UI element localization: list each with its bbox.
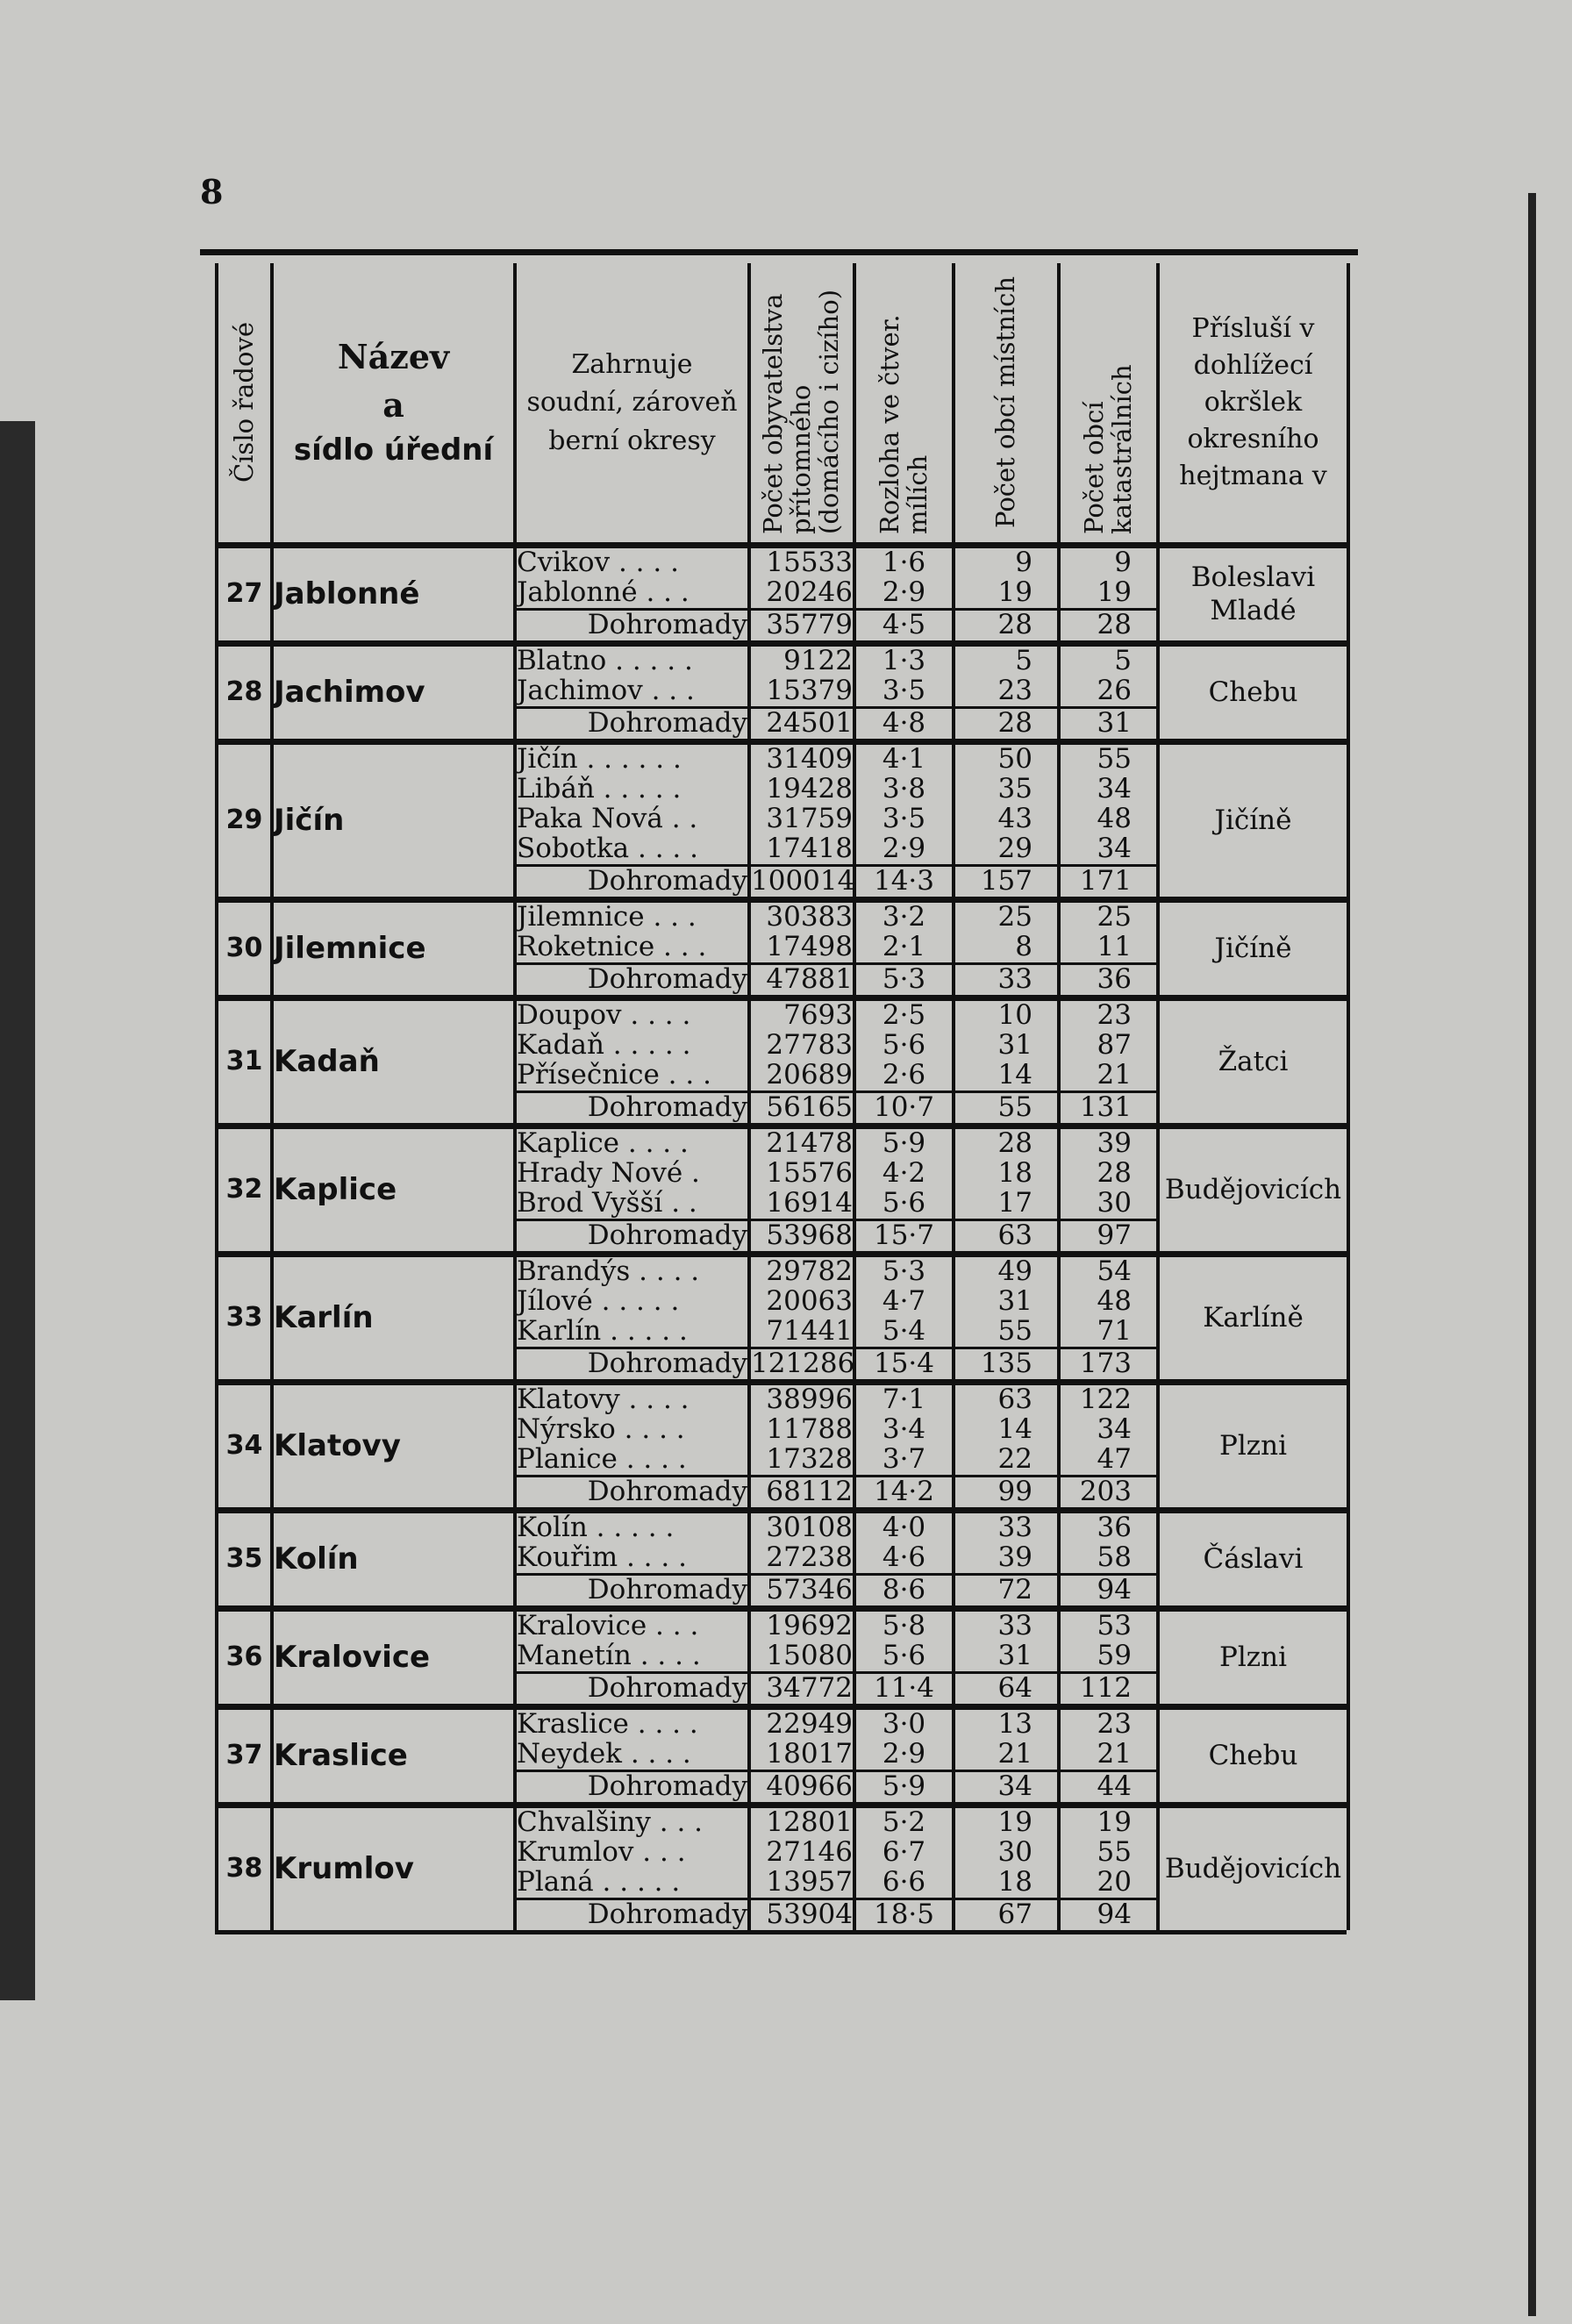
header-name bbox=[272, 263, 515, 546]
area: 4·7 bbox=[854, 1287, 954, 1317]
communes-cadastral: 48 bbox=[1059, 804, 1158, 834]
total-communes-local: 34 bbox=[954, 1771, 1059, 1806]
district-group bbox=[217, 742, 1348, 900]
header-name-line1: Název bbox=[337, 337, 450, 377]
population: 12801 bbox=[749, 1806, 854, 1839]
population: 20689 bbox=[749, 1061, 854, 1092]
table-row bbox=[217, 1511, 1348, 1544]
header-population: Počet obyvatelstva přítomného (domácího i cizího) bbox=[749, 263, 854, 546]
row-number: 33 bbox=[217, 1255, 272, 1383]
communes-local: 49 bbox=[954, 1255, 1059, 1288]
total-area: 4·8 bbox=[854, 708, 954, 742]
office-seat: Kadaň bbox=[272, 998, 515, 1126]
total-label: Dohromady bbox=[515, 1673, 749, 1707]
total-communes-local: 63 bbox=[954, 1220, 1059, 1255]
row-number: 31 bbox=[217, 998, 272, 1126]
court-district: Doupov . . . . bbox=[515, 998, 749, 1032]
communes-local: 22 bbox=[954, 1445, 1059, 1477]
total-communes-local: 99 bbox=[954, 1477, 1059, 1511]
population: 19428 bbox=[749, 775, 854, 804]
total-label: Dohromady bbox=[515, 1220, 749, 1255]
communes-local: 63 bbox=[954, 1383, 1059, 1416]
table-row bbox=[217, 742, 1348, 776]
area: 2·5 bbox=[854, 998, 954, 1032]
district-group bbox=[217, 1383, 1348, 1511]
row-number: 35 bbox=[217, 1511, 272, 1609]
court-district: Brod Vyšší . . bbox=[515, 1189, 749, 1220]
court-district: Karlín . . . . . bbox=[515, 1317, 749, 1348]
court-district: Sobotka . . . . bbox=[515, 834, 749, 866]
communes-cadastral: 19 bbox=[1059, 1806, 1158, 1839]
communes-local: 5 bbox=[954, 644, 1059, 677]
table-row bbox=[217, 1707, 1348, 1741]
communes-local: 33 bbox=[954, 1511, 1059, 1544]
area: 7·1 bbox=[854, 1383, 954, 1416]
total-label: Dohromady bbox=[515, 1771, 749, 1806]
communes-cadastral: 30 bbox=[1059, 1189, 1158, 1220]
area: 5·6 bbox=[854, 1031, 954, 1061]
row-number: 28 bbox=[217, 644, 272, 742]
total-area: 11·4 bbox=[854, 1673, 954, 1707]
supervising-district: Boleslavi Mladé bbox=[1158, 546, 1348, 644]
population: 7693 bbox=[749, 998, 854, 1032]
district-group bbox=[217, 1806, 1348, 1931]
population: 18017 bbox=[749, 1740, 854, 1771]
population: 31409 bbox=[749, 742, 854, 776]
communes-local: 13 bbox=[954, 1707, 1059, 1741]
supervising-district: Chebu bbox=[1158, 644, 1348, 742]
population: 15533 bbox=[749, 546, 854, 579]
communes-local: 23 bbox=[954, 676, 1059, 708]
total-area: 5·3 bbox=[854, 964, 954, 998]
court-district: Brandýs . . . . bbox=[515, 1255, 749, 1288]
total-communes-cadastral: 36 bbox=[1059, 964, 1158, 998]
header-name-line3: sídlo úřední bbox=[293, 433, 494, 468]
table-row bbox=[217, 1383, 1348, 1416]
header-communes-cadastral: Počet obcí katastrálních bbox=[1059, 263, 1158, 546]
total-label: Dohromady bbox=[515, 708, 749, 742]
population: 15379 bbox=[749, 676, 854, 708]
communes-cadastral: 71 bbox=[1059, 1317, 1158, 1348]
table-row bbox=[217, 546, 1348, 579]
area: 3·7 bbox=[854, 1445, 954, 1477]
court-district: Přísečnice . . . bbox=[515, 1061, 749, 1092]
court-district: Jičín . . . . . . bbox=[515, 742, 749, 776]
area: 4·6 bbox=[854, 1543, 954, 1575]
total-communes-cadastral: 131 bbox=[1059, 1092, 1158, 1126]
communes-cadastral: 47 bbox=[1059, 1445, 1158, 1477]
court-district: Jilemnice . . . bbox=[515, 900, 749, 933]
row-number: 34 bbox=[217, 1383, 272, 1511]
communes-cadastral: 54 bbox=[1059, 1255, 1158, 1288]
total-population: 68112 bbox=[749, 1477, 854, 1511]
row-number: 38 bbox=[217, 1806, 272, 1931]
area: 2·1 bbox=[854, 933, 954, 964]
header-communes-local: Počet obcí místních bbox=[954, 263, 1059, 546]
population: 9122 bbox=[749, 644, 854, 677]
district-group bbox=[217, 998, 1348, 1126]
office-seat: Kralovice bbox=[272, 1609, 515, 1707]
court-district: Hrady Nové . bbox=[515, 1159, 749, 1189]
area: 1·6 bbox=[854, 546, 954, 579]
population: 13957 bbox=[749, 1868, 854, 1899]
area: 3·5 bbox=[854, 676, 954, 708]
communes-local: 14 bbox=[954, 1061, 1059, 1092]
district-group bbox=[217, 546, 1348, 644]
total-population: 35779 bbox=[749, 610, 854, 644]
office-seat: Kolín bbox=[272, 1511, 515, 1609]
row-number: 29 bbox=[217, 742, 272, 900]
population: 16914 bbox=[749, 1189, 854, 1220]
district-group bbox=[217, 644, 1348, 742]
table-row bbox=[217, 1126, 1348, 1160]
communes-local: 55 bbox=[954, 1317, 1059, 1348]
total-communes-cadastral: 173 bbox=[1059, 1348, 1158, 1383]
communes-local: 30 bbox=[954, 1838, 1059, 1868]
total-communes-local: 28 bbox=[954, 708, 1059, 742]
supervising-district: Jičíně bbox=[1158, 900, 1348, 998]
office-seat: Jablonné bbox=[272, 546, 515, 644]
communes-local: 19 bbox=[954, 1806, 1059, 1839]
communes-local: 25 bbox=[954, 900, 1059, 933]
communes-local: 10 bbox=[954, 998, 1059, 1032]
page-edge-shadow bbox=[0, 421, 35, 2000]
court-district: Paka Nová . . bbox=[515, 804, 749, 834]
communes-cadastral: 21 bbox=[1059, 1740, 1158, 1771]
communes-local: 18 bbox=[954, 1868, 1059, 1899]
population: 19692 bbox=[749, 1609, 854, 1642]
court-district: Klatovy . . . . bbox=[515, 1383, 749, 1416]
area: 5·4 bbox=[854, 1317, 954, 1348]
office-seat: Krumlov bbox=[272, 1806, 515, 1931]
population: 71441 bbox=[749, 1317, 854, 1348]
communes-cadastral: 20 bbox=[1059, 1868, 1158, 1899]
district-group bbox=[217, 1609, 1348, 1707]
district-group bbox=[217, 1255, 1348, 1383]
communes-local: 17 bbox=[954, 1189, 1059, 1220]
communes-local: 31 bbox=[954, 1031, 1059, 1061]
communes-cadastral: 9 bbox=[1059, 546, 1158, 579]
header-name-line2: a bbox=[382, 385, 404, 425]
total-label: Dohromady bbox=[515, 964, 749, 998]
total-communes-cadastral: 94 bbox=[1059, 1899, 1158, 1931]
districts-table bbox=[215, 263, 1350, 1930]
total-communes-cadastral: 31 bbox=[1059, 708, 1158, 742]
court-district: Libáň . . . . . bbox=[515, 775, 749, 804]
office-seat: Kraslice bbox=[272, 1707, 515, 1806]
total-label: Dohromady bbox=[515, 866, 749, 900]
population: 21478 bbox=[749, 1126, 854, 1160]
total-label: Dohromady bbox=[515, 1477, 749, 1511]
area: 3·2 bbox=[854, 900, 954, 933]
page-number: 8 bbox=[200, 172, 224, 211]
population: 17328 bbox=[749, 1445, 854, 1477]
area: 2·9 bbox=[854, 578, 954, 610]
court-district: Kraslice . . . . bbox=[515, 1707, 749, 1741]
supervising-district: Plzni bbox=[1158, 1383, 1348, 1511]
total-label: Dohromady bbox=[515, 1348, 749, 1383]
header-area: Rozloha ve čtver. mílích bbox=[854, 263, 954, 546]
total-communes-local: 72 bbox=[954, 1575, 1059, 1609]
area: 2·9 bbox=[854, 1740, 954, 1771]
total-communes-local: 64 bbox=[954, 1673, 1059, 1707]
total-communes-local: 33 bbox=[954, 964, 1059, 998]
total-area: 14·3 bbox=[854, 866, 954, 900]
communes-local: 28 bbox=[954, 1126, 1059, 1160]
court-district: Kolín . . . . . bbox=[515, 1511, 749, 1544]
court-district: Jílové . . . . . bbox=[515, 1287, 749, 1317]
total-population: 53968 bbox=[749, 1220, 854, 1255]
communes-local: 31 bbox=[954, 1287, 1059, 1317]
total-population: 40966 bbox=[749, 1771, 854, 1806]
population: 11788 bbox=[749, 1415, 854, 1445]
table-row bbox=[217, 1255, 1348, 1288]
communes-local: 29 bbox=[954, 834, 1059, 866]
table-row bbox=[217, 644, 1348, 677]
communes-cadastral: 34 bbox=[1059, 1415, 1158, 1445]
communes-cadastral: 58 bbox=[1059, 1543, 1158, 1575]
court-district: Chvalšiny . . . bbox=[515, 1806, 749, 1839]
communes-local: 43 bbox=[954, 804, 1059, 834]
table-row bbox=[217, 1806, 1348, 1839]
office-seat: Kaplice bbox=[272, 1126, 515, 1255]
district-group bbox=[217, 900, 1348, 998]
total-label: Dohromady bbox=[515, 610, 749, 644]
supervising-district: Čáslavi bbox=[1158, 1511, 1348, 1609]
total-communes-local: 135 bbox=[954, 1348, 1059, 1383]
communes-cadastral: 39 bbox=[1059, 1126, 1158, 1160]
total-population: 121286 bbox=[749, 1348, 854, 1383]
communes-local: 39 bbox=[954, 1543, 1059, 1575]
total-population: 47881 bbox=[749, 964, 854, 998]
total-communes-cadastral: 112 bbox=[1059, 1673, 1158, 1707]
area: 4·2 bbox=[854, 1159, 954, 1189]
total-population: 53904 bbox=[749, 1899, 854, 1931]
table-row bbox=[217, 998, 1348, 1032]
population: 20246 bbox=[749, 578, 854, 610]
communes-local: 14 bbox=[954, 1415, 1059, 1445]
header-courts: Zahrnuje soudní, zároveň berní okresy bbox=[515, 263, 749, 546]
population: 38996 bbox=[749, 1383, 854, 1416]
communes-local: 33 bbox=[954, 1609, 1059, 1642]
communes-cadastral: 48 bbox=[1059, 1287, 1158, 1317]
court-district: Roketnice . . . bbox=[515, 933, 749, 964]
population: 22949 bbox=[749, 1707, 854, 1741]
population: 15576 bbox=[749, 1159, 854, 1189]
total-population: 57346 bbox=[749, 1575, 854, 1609]
total-communes-local: 55 bbox=[954, 1092, 1059, 1126]
court-district: Neydek . . . . bbox=[515, 1740, 749, 1771]
court-district: Kralovice . . . bbox=[515, 1609, 749, 1642]
communes-cadastral: 26 bbox=[1059, 676, 1158, 708]
office-seat: Klatovy bbox=[272, 1383, 515, 1511]
total-area: 10·7 bbox=[854, 1092, 954, 1126]
table-row bbox=[217, 900, 1348, 933]
total-label: Dohromady bbox=[515, 1899, 749, 1931]
row-number: 37 bbox=[217, 1707, 272, 1806]
row-number: 30 bbox=[217, 900, 272, 998]
area: 5·2 bbox=[854, 1806, 954, 1839]
court-district: Jablonné . . . bbox=[515, 578, 749, 610]
binding-edge bbox=[1528, 193, 1536, 2316]
office-seat: Jičín bbox=[272, 742, 515, 900]
bottom-rule bbox=[215, 1930, 1347, 1934]
communes-cadastral: 28 bbox=[1059, 1159, 1158, 1189]
area: 4·1 bbox=[854, 742, 954, 776]
court-district: Blatno . . . . . bbox=[515, 644, 749, 677]
area: 5·8 bbox=[854, 1609, 954, 1642]
communes-cadastral: 34 bbox=[1059, 775, 1158, 804]
court-district: Jachimov . . . bbox=[515, 676, 749, 708]
population: 15080 bbox=[749, 1641, 854, 1673]
court-district: Krumlov . . . bbox=[515, 1838, 749, 1868]
total-area: 5·9 bbox=[854, 1771, 954, 1806]
district-group bbox=[217, 1707, 1348, 1806]
total-label: Dohromady bbox=[515, 1092, 749, 1126]
row-number: 36 bbox=[217, 1609, 272, 1707]
total-label: Dohromady bbox=[515, 1575, 749, 1609]
total-area: 14·2 bbox=[854, 1477, 954, 1511]
communes-local: 18 bbox=[954, 1159, 1059, 1189]
header-row-no: Číslo řadové bbox=[217, 263, 272, 546]
total-area: 15·4 bbox=[854, 1348, 954, 1383]
office-seat: Jachimov bbox=[272, 644, 515, 742]
total-population: 34772 bbox=[749, 1673, 854, 1707]
communes-cadastral: 19 bbox=[1059, 578, 1158, 610]
total-population: 24501 bbox=[749, 708, 854, 742]
total-area: 8·6 bbox=[854, 1575, 954, 1609]
total-communes-local: 157 bbox=[954, 866, 1059, 900]
district-group bbox=[217, 1511, 1348, 1609]
area: 2·9 bbox=[854, 834, 954, 866]
communes-cadastral: 23 bbox=[1059, 1707, 1158, 1741]
area: 2·6 bbox=[854, 1061, 954, 1092]
total-communes-cadastral: 94 bbox=[1059, 1575, 1158, 1609]
communes-local: 9 bbox=[954, 546, 1059, 579]
population: 27783 bbox=[749, 1031, 854, 1061]
communes-local: 35 bbox=[954, 775, 1059, 804]
area: 4·0 bbox=[854, 1511, 954, 1544]
area: 5·3 bbox=[854, 1255, 954, 1288]
office-seat: Jilemnice bbox=[272, 900, 515, 998]
total-communes-cadastral: 97 bbox=[1059, 1220, 1158, 1255]
header-supervising-district: Přísluší v dohlížecí okršlek okresního hejtmana v bbox=[1158, 263, 1348, 546]
total-population: 100014 bbox=[749, 866, 854, 900]
supervising-district: Karlíně bbox=[1158, 1255, 1348, 1383]
court-district: Planá . . . . . bbox=[515, 1868, 749, 1899]
communes-cadastral: 55 bbox=[1059, 742, 1158, 776]
total-communes-local: 28 bbox=[954, 610, 1059, 644]
population: 27146 bbox=[749, 1838, 854, 1868]
table-row bbox=[217, 1609, 1348, 1642]
communes-cadastral: 23 bbox=[1059, 998, 1158, 1032]
area: 5·6 bbox=[854, 1189, 954, 1220]
total-communes-cadastral: 44 bbox=[1059, 1771, 1158, 1806]
communes-cadastral: 53 bbox=[1059, 1609, 1158, 1642]
court-district: Kadaň . . . . . bbox=[515, 1031, 749, 1061]
court-district: Planice . . . . bbox=[515, 1445, 749, 1477]
area: 3·4 bbox=[854, 1415, 954, 1445]
office-seat: Karlín bbox=[272, 1255, 515, 1383]
population: 31759 bbox=[749, 804, 854, 834]
supervising-district: Budějovicích bbox=[1158, 1126, 1348, 1255]
communes-cadastral: 34 bbox=[1059, 834, 1158, 866]
population: 29782 bbox=[749, 1255, 854, 1288]
court-district: Cvikov . . . . bbox=[515, 546, 749, 579]
population: 17418 bbox=[749, 834, 854, 866]
area: 1·3 bbox=[854, 644, 954, 677]
population: 30108 bbox=[749, 1511, 854, 1544]
communes-cadastral: 55 bbox=[1059, 1838, 1158, 1868]
total-area: 15·7 bbox=[854, 1220, 954, 1255]
row-number: 27 bbox=[217, 546, 272, 644]
population: 30383 bbox=[749, 900, 854, 933]
communes-cadastral: 5 bbox=[1059, 644, 1158, 677]
population: 20063 bbox=[749, 1287, 854, 1317]
area: 3·8 bbox=[854, 775, 954, 804]
area: 5·6 bbox=[854, 1641, 954, 1673]
communes-cadastral: 25 bbox=[1059, 900, 1158, 933]
area: 6·6 bbox=[854, 1868, 954, 1899]
row-number: 32 bbox=[217, 1126, 272, 1255]
area: 3·0 bbox=[854, 1707, 954, 1741]
communes-cadastral: 87 bbox=[1059, 1031, 1158, 1061]
communes-local: 31 bbox=[954, 1641, 1059, 1673]
supervising-district: Žatci bbox=[1158, 998, 1348, 1126]
total-area: 4·5 bbox=[854, 610, 954, 644]
population: 27238 bbox=[749, 1543, 854, 1575]
population: 17498 bbox=[749, 933, 854, 964]
communes-cadastral: 21 bbox=[1059, 1061, 1158, 1092]
area: 3·5 bbox=[854, 804, 954, 834]
total-communes-cadastral: 28 bbox=[1059, 610, 1158, 644]
communes-cadastral: 36 bbox=[1059, 1511, 1158, 1544]
top-rule bbox=[200, 249, 1358, 255]
communes-local: 21 bbox=[954, 1740, 1059, 1771]
total-area: 18·5 bbox=[854, 1899, 954, 1931]
communes-cadastral: 122 bbox=[1059, 1383, 1158, 1416]
district-group bbox=[217, 1126, 1348, 1255]
supervising-district: Budějovicích bbox=[1158, 1806, 1348, 1931]
communes-local: 8 bbox=[954, 933, 1059, 964]
area: 5·9 bbox=[854, 1126, 954, 1160]
area: 6·7 bbox=[854, 1838, 954, 1868]
total-communes-cadastral: 171 bbox=[1059, 866, 1158, 900]
communes-local: 50 bbox=[954, 742, 1059, 776]
communes-cadastral: 11 bbox=[1059, 933, 1158, 964]
communes-local: 19 bbox=[954, 578, 1059, 610]
court-district: Manetín . . . . bbox=[515, 1641, 749, 1673]
communes-cadastral: 59 bbox=[1059, 1641, 1158, 1673]
total-communes-cadastral: 203 bbox=[1059, 1477, 1158, 1511]
supervising-district: Chebu bbox=[1158, 1707, 1348, 1806]
court-district: Kouřim . . . . bbox=[515, 1543, 749, 1575]
court-district: Nýrsko . . . . bbox=[515, 1415, 749, 1445]
total-population: 56165 bbox=[749, 1092, 854, 1126]
total-communes-local: 67 bbox=[954, 1899, 1059, 1931]
supervising-district: Jičíně bbox=[1158, 742, 1348, 900]
court-district: Kaplice . . . . bbox=[515, 1126, 749, 1160]
header-row bbox=[217, 263, 1348, 546]
supervising-district: Plzni bbox=[1158, 1609, 1348, 1707]
